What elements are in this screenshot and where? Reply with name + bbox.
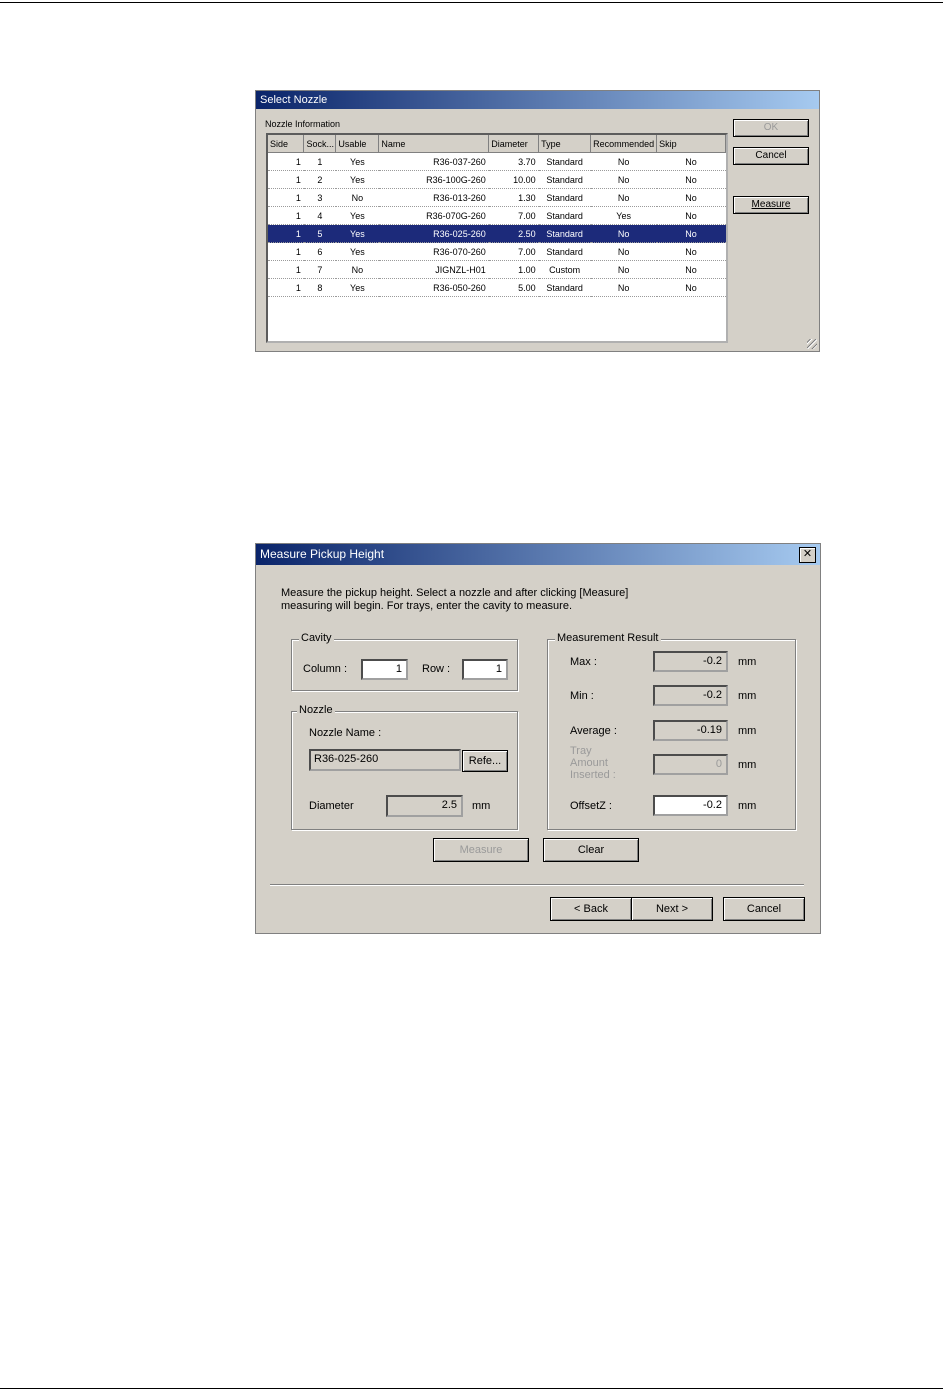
cell-usable: No — [336, 189, 379, 207]
next-button-label: Next > — [655, 903, 689, 915]
cell-skip: No — [657, 189, 726, 207]
cell-type: Standard — [539, 153, 591, 171]
instructions-line-1: Measure the pickup height. Select a nozzle and after clicking [Measure] — [281, 587, 629, 599]
table-row[interactable] — [268, 261, 726, 279]
cell-socket: 2 — [304, 171, 336, 189]
button-separator — [270, 884, 804, 886]
cell-recommended: No — [591, 171, 657, 189]
measure-action-label: Measure — [459, 844, 503, 856]
nozzle-table — [268, 135, 726, 297]
instructions-text — [281, 587, 721, 613]
cell-type: Custom — [539, 261, 591, 279]
cell-type: Standard — [539, 171, 591, 189]
row-label: Row : — [422, 663, 451, 675]
instructions-line-2: measuring will begin. For trays, enter the cavity to measure. — [281, 600, 573, 612]
cell-diameter: 1.00 — [489, 261, 539, 279]
tray-amount-inserted-label — [570, 745, 616, 781]
measurement-result-legend: Measurement Result — [557, 632, 659, 644]
cell-socket: 5 — [304, 225, 336, 243]
cell-skip: No — [657, 225, 726, 243]
cell-usable: No — [336, 261, 379, 279]
select-nozzle-dialog — [255, 90, 820, 352]
cell-side: 1 — [268, 189, 304, 207]
nozzle-table-body — [268, 153, 726, 297]
offsetz-unit: mm — [738, 800, 757, 812]
cell-type: Standard — [539, 279, 591, 297]
measure-pickup-title: Measure Pickup Height — [260, 547, 385, 561]
cell-skip: No — [657, 243, 726, 261]
top-page-rule — [0, 2, 943, 3]
cell-recommended: No — [591, 243, 657, 261]
cell-usable: Yes — [336, 171, 379, 189]
wizard-cancel-button-label: Cancel — [746, 903, 782, 915]
offsetz-input[interactable]: -0.2 — [653, 795, 728, 816]
cell-recommended: Yes — [591, 207, 657, 225]
cell-diameter: 3.70 — [489, 153, 539, 171]
cell-side: 1 — [268, 207, 304, 225]
cell-usable: Yes — [336, 207, 379, 225]
cell-name: R36-050-260 — [379, 279, 489, 297]
next-button[interactable] — [631, 897, 713, 921]
diameter-label: Diameter — [309, 800, 354, 812]
nozzle-name-label: Nozzle Name : — [309, 727, 382, 739]
cell-skip: No — [657, 279, 726, 297]
table-row[interactable] — [268, 225, 726, 243]
column-header[interactable]: Recommended — [591, 135, 657, 153]
cell-socket: 1 — [304, 153, 336, 171]
cell-type: Standard — [539, 225, 591, 243]
nozzle-list[interactable] — [266, 133, 728, 343]
cavity-legend: Cavity — [301, 632, 332, 644]
average-field: -0.19 — [653, 720, 728, 741]
nozzle-group — [291, 704, 518, 830]
cell-name: R36-037-260 — [379, 153, 489, 171]
back-button-label: < Back — [574, 903, 608, 915]
table-row[interactable] — [268, 153, 726, 171]
tray-amount-field: 0 — [653, 754, 728, 775]
tray-label-line-1: Tray — [570, 745, 592, 757]
table-row[interactable] — [268, 207, 726, 225]
min-field: -0.2 — [653, 685, 728, 706]
tray-label-line-3: Inserted : — [570, 769, 616, 781]
cell-name: JIGNZL-H01 — [379, 261, 489, 279]
column-label: Column : — [303, 663, 348, 675]
cell-skip: No — [657, 171, 726, 189]
cell-name: R36-070-260 — [379, 243, 489, 261]
cell-side: 1 — [268, 225, 304, 243]
column-header[interactable]: Name — [379, 135, 489, 153]
cell-type: Standard — [539, 207, 591, 225]
cell-diameter: 7.00 — [489, 207, 539, 225]
column-input[interactable]: 1 — [361, 659, 408, 680]
cell-side: 1 — [268, 243, 304, 261]
tray-unit: mm — [738, 759, 757, 771]
cell-socket: 6 — [304, 243, 336, 261]
reference-button[interactable] — [462, 750, 508, 772]
select-nozzle-title: Select Nozzle — [260, 94, 328, 106]
nozzle-information-label: Nozzle Information — [265, 119, 341, 129]
measure-action-button[interactable] — [433, 838, 529, 862]
cell-recommended: No — [591, 261, 657, 279]
cell-socket: 8 — [304, 279, 336, 297]
cell-socket: 7 — [304, 261, 336, 279]
tray-label-line-2: Amount — [570, 757, 608, 769]
cell-side: 1 — [268, 279, 304, 297]
nozzle-table-header — [268, 135, 726, 153]
clear-button[interactable] — [543, 838, 639, 862]
cell-name: R36-025-260 — [379, 225, 489, 243]
nozzle-legend: Nozzle — [299, 704, 333, 716]
cell-side: 1 — [268, 171, 304, 189]
cell-type: Standard — [539, 243, 591, 261]
offsetz-label: OffsetZ : — [570, 800, 612, 812]
cell-skip: No — [657, 207, 726, 225]
max-unit: mm — [738, 656, 757, 668]
table-row[interactable] — [268, 279, 726, 297]
min-label: Min : — [570, 690, 594, 702]
cell-skip: No — [657, 153, 726, 171]
cell-side: 1 — [268, 261, 304, 279]
measure-button[interactable] — [733, 196, 809, 214]
cell-usable: Yes — [336, 225, 379, 243]
min-unit: mm — [738, 690, 757, 702]
average-unit: mm — [738, 725, 757, 737]
cell-name: R36-070G-260 — [379, 207, 489, 225]
diameter-field: 2.5 — [386, 795, 463, 817]
measure-pickup-titlebar[interactable] — [256, 544, 820, 565]
cell-recommended: No — [591, 153, 657, 171]
cell-diameter: 2.50 — [489, 225, 539, 243]
cell-skip: No — [657, 261, 726, 279]
resize-grip[interactable] — [807, 339, 817, 349]
ok-button-label: OK — [763, 122, 779, 133]
column-header[interactable]: Sock... — [304, 135, 336, 153]
ok-button[interactable] — [733, 119, 809, 137]
measure-button-label: Measure — [751, 199, 791, 210]
cell-usable: Yes — [336, 279, 379, 297]
cell-name: R36-013-260 — [379, 189, 489, 207]
table-row[interactable] — [268, 171, 726, 189]
back-button[interactable] — [550, 897, 632, 921]
cell-recommended: No — [591, 225, 657, 243]
table-row[interactable] — [268, 243, 726, 261]
cavity-group — [291, 632, 518, 691]
bottom-page-rule — [0, 1388, 943, 1389]
cell-diameter: 10.00 — [489, 171, 539, 189]
measure-pickup-height-dialog — [255, 543, 821, 934]
column-header[interactable]: Side — [268, 135, 304, 153]
cancel-button-label: Cancel — [755, 150, 787, 161]
cell-recommended: No — [591, 279, 657, 297]
clear-button-label: Clear — [577, 844, 605, 856]
table-row[interactable] — [268, 189, 726, 207]
close-icon[interactable]: ✕ — [799, 547, 816, 563]
select-nozzle-titlebar[interactable] — [256, 91, 819, 109]
reference-button-label: Refe... — [468, 755, 502, 767]
wizard-cancel-button[interactable] — [723, 897, 805, 921]
max-label: Max : — [570, 656, 597, 668]
column-header[interactable]: Skip — [657, 135, 726, 153]
cell-type: Standard — [539, 189, 591, 207]
cell-usable: Yes — [336, 243, 379, 261]
nozzle-name-field: R36-025-260 — [309, 749, 461, 771]
measurement-result-group — [547, 632, 796, 830]
cell-diameter: 1.30 — [489, 189, 539, 207]
column-header[interactable]: Type — [539, 135, 591, 153]
cell-name: R36-100G-260 — [379, 171, 489, 189]
average-label: Average : — [570, 725, 617, 737]
cell-usable: Yes — [336, 153, 379, 171]
row-input[interactable]: 1 — [462, 659, 508, 680]
cell-diameter: 5.00 — [489, 279, 539, 297]
cell-recommended: No — [591, 189, 657, 207]
cell-diameter: 7.00 — [489, 243, 539, 261]
column-header[interactable]: Diameter — [489, 135, 539, 153]
cell-side: 1 — [268, 153, 304, 171]
cell-socket: 3 — [304, 189, 336, 207]
cancel-button[interactable] — [733, 147, 809, 165]
cell-socket: 4 — [304, 207, 336, 225]
column-header[interactable]: Usable — [336, 135, 379, 153]
diameter-unit: mm — [472, 800, 491, 812]
max-field: -0.2 — [653, 651, 728, 672]
